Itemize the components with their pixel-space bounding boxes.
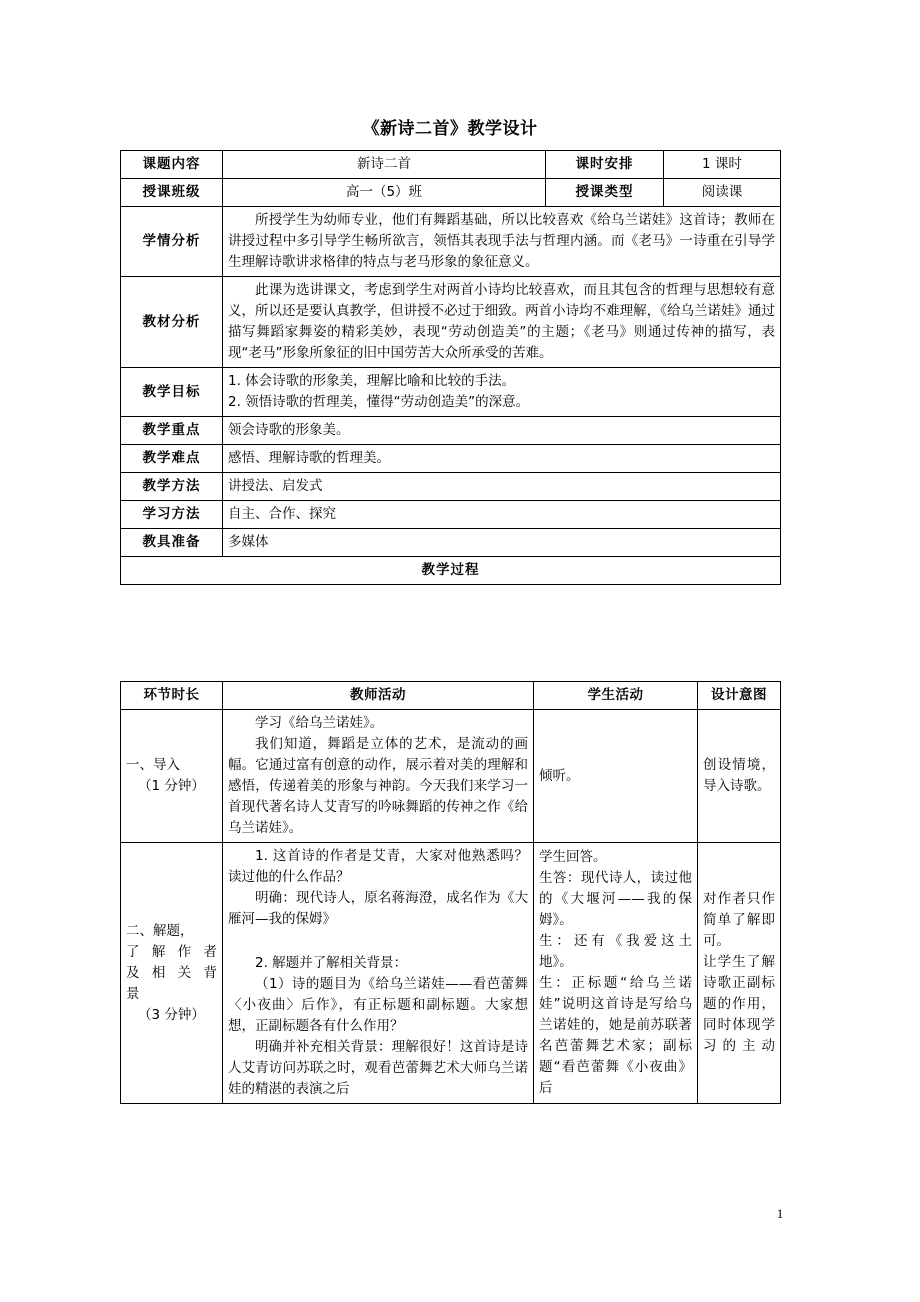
value-materials: 多媒体 (223, 529, 781, 557)
value-periods: 1 课时 (664, 151, 781, 179)
value-class: 高一（5）班 (223, 179, 546, 207)
teacher-paragraph: 1. 这首诗的作者是艾青，大家对他熟悉吗？读过他的什么作品？ (228, 848, 528, 885)
table-row-material-analysis (121, 277, 781, 368)
label-material-analysis: 教材分析 (121, 277, 223, 368)
value-material-analysis: 此课为选讲课文，考虑到学生对两首小诗均比较喜欢，而且其包含的哲理与思想较有意义，所以还是要认真教学，但讲授不必过于细致。两首小诗均不难理解，《给乌兰诺娃》通过描写舞蹈家舞姿的精彩美妙，表现“劳动创造美”的主题；《老马》则通过传神的描写，表现“老马”形象所象征的旧中国劳苦大众所承受的苦难。 (223, 277, 781, 368)
value-learning-method: 自主、合作、探究 (223, 501, 781, 529)
student-paragraph: 学生回答。 (539, 849, 607, 865)
label-objectives: 教学目标 (121, 368, 223, 417)
stage-name-line1: 二、解题， (126, 922, 194, 939)
table-row-topic (121, 151, 781, 179)
column-header-teacher: 教师活动 (223, 682, 534, 710)
table-row-class (121, 179, 781, 207)
teacher-paragraph: 明确并补充相关背景：理解很好！这首诗是诗人艾青访问苏联之时，观看芭蕾舞艺术大师乌兰诺娃的精湛的表演之后 (228, 1039, 528, 1097)
table-row-process-heading (121, 557, 781, 585)
teacher-paragraph: 明确：现代诗人，原名蒋海澄，成名作为《大雁河—我的保姆》 (228, 890, 528, 927)
process-section-title: 教学过程 (121, 557, 781, 585)
page-title: 《新诗二首》教学设计 (362, 119, 538, 139)
label-topic: 课题内容 (121, 151, 223, 179)
column-header-student: 学生活动 (534, 682, 698, 710)
table-row-student-analysis (121, 207, 781, 277)
column-header-stage: 环节时长 (121, 682, 223, 710)
student-paragraph: 生：正标题“给乌兰诺娃”说明这首诗是写给乌兰诺娃的，她是前苏联著名芭蕾舞艺术家；副标题“看芭蕾舞《小夜曲》后 (539, 975, 692, 1096)
teacher-paragraph: 学习《给乌兰诺娃》。 (255, 715, 384, 731)
student-activity-introduction (534, 710, 698, 843)
teacher-paragraph: 2. 解题并了解相关背景： (255, 955, 408, 971)
design-intent-introduction (698, 710, 781, 843)
stage-cell-background (121, 843, 223, 1104)
value-teaching-method: 讲授法、启发式 (223, 473, 781, 501)
label-teaching-method: 教学方法 (121, 473, 223, 501)
teaching-process-table (120, 681, 781, 1104)
stage-name-line4: 景 (126, 985, 140, 1002)
teacher-paragraph: 我们知道，舞蹈是立体的艺术，是流动的画幅。它通过富有创意的动作，展示着对美的理解和感悟，传递着美的形象与神韵。今天我们来学习一首现代著名诗人艾青写的吟咏舞蹈的传神之作《给乌兰诺娃》。 (228, 736, 528, 836)
design-intent-background (698, 843, 781, 1104)
value-objectives (223, 368, 781, 417)
process-row-background (121, 843, 781, 1104)
table-row-teaching-method (121, 473, 781, 501)
intent-paragraph: 对作者只作简单了解即可。 (703, 891, 775, 949)
label-materials: 教具准备 (121, 529, 223, 557)
value-lesson-type: 阅读课 (664, 179, 781, 207)
objective-1: 1. 体会诗歌的形象美，理解比喻和比较的手法。 (228, 373, 516, 389)
label-periods: 课时安排 (546, 151, 664, 179)
label-class: 授课班级 (121, 179, 223, 207)
student-activity-background (534, 843, 698, 1104)
lesson-plan-table (120, 150, 781, 585)
stage-name-line2: 了解作者 (126, 943, 217, 960)
table-row-learning-method (121, 501, 781, 529)
process-row-introduction (121, 710, 781, 843)
value-student-analysis: 所授学生为幼师专业，他们有舞蹈基础，所以比较喜欢《给乌兰诺娃》这首诗；教师在讲授过程中多引导学生畅所欲言，领悟其表现手法与哲理内涵。而《老马》一诗重在引导学生理解诗歌讲求格律的特点与老马形象的象征意义。 (223, 207, 781, 277)
table-row-difficulty (121, 445, 781, 473)
teacher-activity-background (223, 843, 534, 1104)
table-row-materials (121, 529, 781, 557)
stage-duration: （1 分钟） (138, 778, 205, 794)
teacher-paragraph: （1）诗的题目为《给乌兰诺娃——看芭蕾舞〈小夜曲〉后作》，有正标题和副标题。大家想想，正副标题各有什么作用？ (228, 976, 528, 1034)
stage-cell-introduction (121, 710, 223, 843)
objective-2: 2. 领悟诗歌的哲理美，懂得“劳动创造美”的深意。 (228, 394, 530, 410)
label-student-analysis: 学情分析 (121, 207, 223, 277)
label-learning-method: 学习方法 (121, 501, 223, 529)
label-lesson-type: 授课类型 (546, 179, 664, 207)
stage-duration: （3 分钟） (138, 1006, 205, 1023)
value-key-point: 领会诗歌的形象美。 (223, 417, 781, 445)
value-topic: 新诗二首 (223, 151, 546, 179)
column-header-intent: 设计意图 (698, 682, 781, 710)
page-number: 1 (776, 1206, 784, 1221)
label-key-point: 教学重点 (121, 417, 223, 445)
teacher-activity-introduction (223, 710, 534, 843)
intent-paragraph: 创设情境，导入诗歌。 (703, 757, 775, 794)
table-row-key-point (121, 417, 781, 445)
stage-name-line3: 及相关背 (126, 964, 217, 981)
stage-name: 一、导入 (126, 757, 180, 773)
table-row-objectives (121, 368, 781, 417)
student-paragraph: 生答：现代诗人，读过他的《大堰河——我的保姆》。 (539, 870, 692, 928)
value-difficulty: 感悟、理解诗歌的哲理美。 (223, 445, 781, 473)
label-difficulty: 教学难点 (121, 445, 223, 473)
intent-paragraph: 让学生了解诗歌正副标题的作用，同时体现学习的主动 (703, 954, 775, 1054)
process-header-row (121, 682, 781, 710)
student-paragraph: 生：还有《我爱这土地》。 (539, 933, 692, 970)
student-paragraph: 倾听。 (539, 767, 580, 784)
